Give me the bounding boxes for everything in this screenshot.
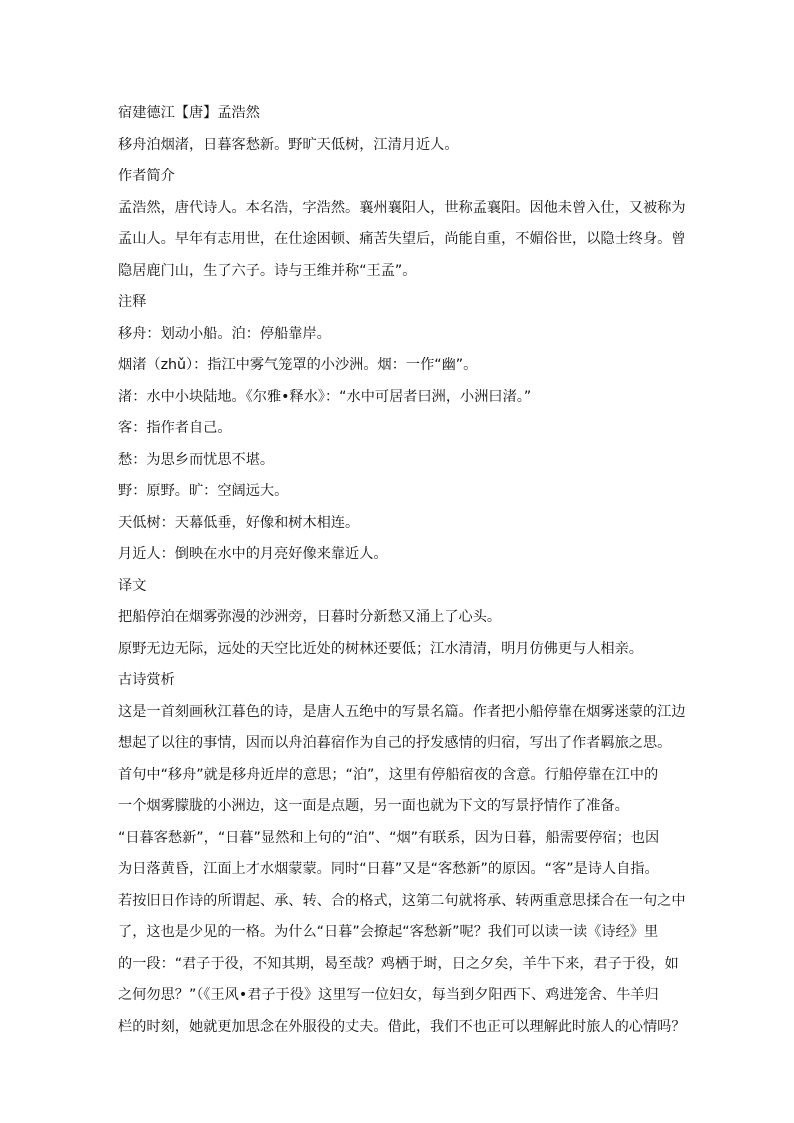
note-line: 愁：为思乡而忧思不堪。 (118, 451, 275, 468)
author-line: 隐居鹿门山，生了六子。诗与王维并称“王孟”。 (118, 262, 417, 279)
analysis-line: 栏的时刻，她就更加思念在外服役的丈夫。借此，我们不也正可以理解此时旅人的心情吗？ (118, 1018, 686, 1035)
note-line: 野：原野。旷：空阔远大。 (118, 483, 289, 499)
poem-text: 移舟泊烟渚，日暮客愁新。野旷天低树，江清月近人。 (118, 136, 459, 153)
note-line: 天低树：天幕低垂，好像和树木相连。 (118, 514, 360, 531)
translation-line: 把船停泊在烟雾弥漫的沙洲旁，日暮时分新愁又涌上了心头。 (118, 609, 502, 625)
note-line: 烟渚（zhǔ）：指江中雾气笼罩的小沙洲。烟：一作“幽”。 (118, 357, 478, 373)
author-line: 孟山人。早年有志用世，在仕途困顿、痛苦失望后，尚能自重，不媚俗世，以隐士终身。曾 (118, 231, 686, 247)
note-line: 渚：水中小块陆地。《尔雅•释水》：“水中可居者曰洲，小洲曰渚。” (118, 388, 532, 405)
note-line: 移舟：划动小船。泊：停船靠岸。 (118, 325, 331, 342)
note-line: 客：指作者自己。 (118, 420, 232, 436)
translation-line: 原野无边无际，远处的天空比近处的树林还要低；江水清清，明月仿佛更与人相亲。 (118, 640, 643, 657)
analysis-line: 若按旧日作诗的所谓起、承、转、合的格式，这第二句就将承、转两重意思揉合在一句之中 (118, 892, 686, 909)
author-heading: 作者简介 (118, 168, 175, 184)
analysis-line: 一个烟雾朦胧的小洲边，这一面是点题，另一面也就为下文的写景抒情作了准备。 (118, 798, 629, 814)
notes-heading: 注释 (118, 294, 147, 310)
document-page (118, 98, 688, 1043)
analysis-line: 的一段：“君子于役，不知其期，曷至哉？鸡栖于埘，日之夕矣，羊牛下来，君子于役，如 (118, 955, 679, 972)
poem-title: 宿建德江【唐】孟浩然 (118, 105, 260, 121)
analysis-line: 这是一首刻画秋江暮色的诗，是唐人五绝中的写景名篇。作者把小船停靠在烟雾迷蒙的江边 (118, 703, 686, 720)
translation-heading: 译文 (118, 577, 147, 594)
analysis-line: “日暮客愁新”，“日暮”显然和上句的“泊”、“烟”有联系，因为日暮，船需要停宿；也因 (118, 829, 660, 846)
analysis-line: 了，这也是少见的一格。为什么“日暮”会撩起“客愁新”呢？我们可以读一读《诗经》里 (118, 924, 659, 940)
analysis-line: 首句中“移舟”就是移舟近岸的意思；“泊”，这里有停船宿夜的含意。行船停靠在江中的 (118, 766, 659, 783)
analysis-line: 为日落黄昏，江面上才水烟蒙蒙。同时“日暮”又是“客愁新”的原因。“客”是诗人自指。 (118, 861, 659, 877)
analysis-line: 想起了以往的事情，因而以舟泊暮宿作为自己的抒发感情的归宿，写出了作者羁旅之思。 (118, 735, 672, 751)
note-line: 月近人：倒映在水中的月亮好像来靠近人。 (118, 546, 388, 562)
author-line: 孟浩然，唐代诗人。本名浩，字浩然。襄州襄阳人，世称孟襄阳。因他未曾入仕，又被称为 (118, 199, 686, 216)
analysis-heading: 古诗赏析 (118, 672, 175, 688)
analysis-line: 之何勿思？”（《王风•君子于役》这里写一位妇女，每当到夕阳西下、鸡进笼舍、牛羊归 (118, 987, 659, 1003)
